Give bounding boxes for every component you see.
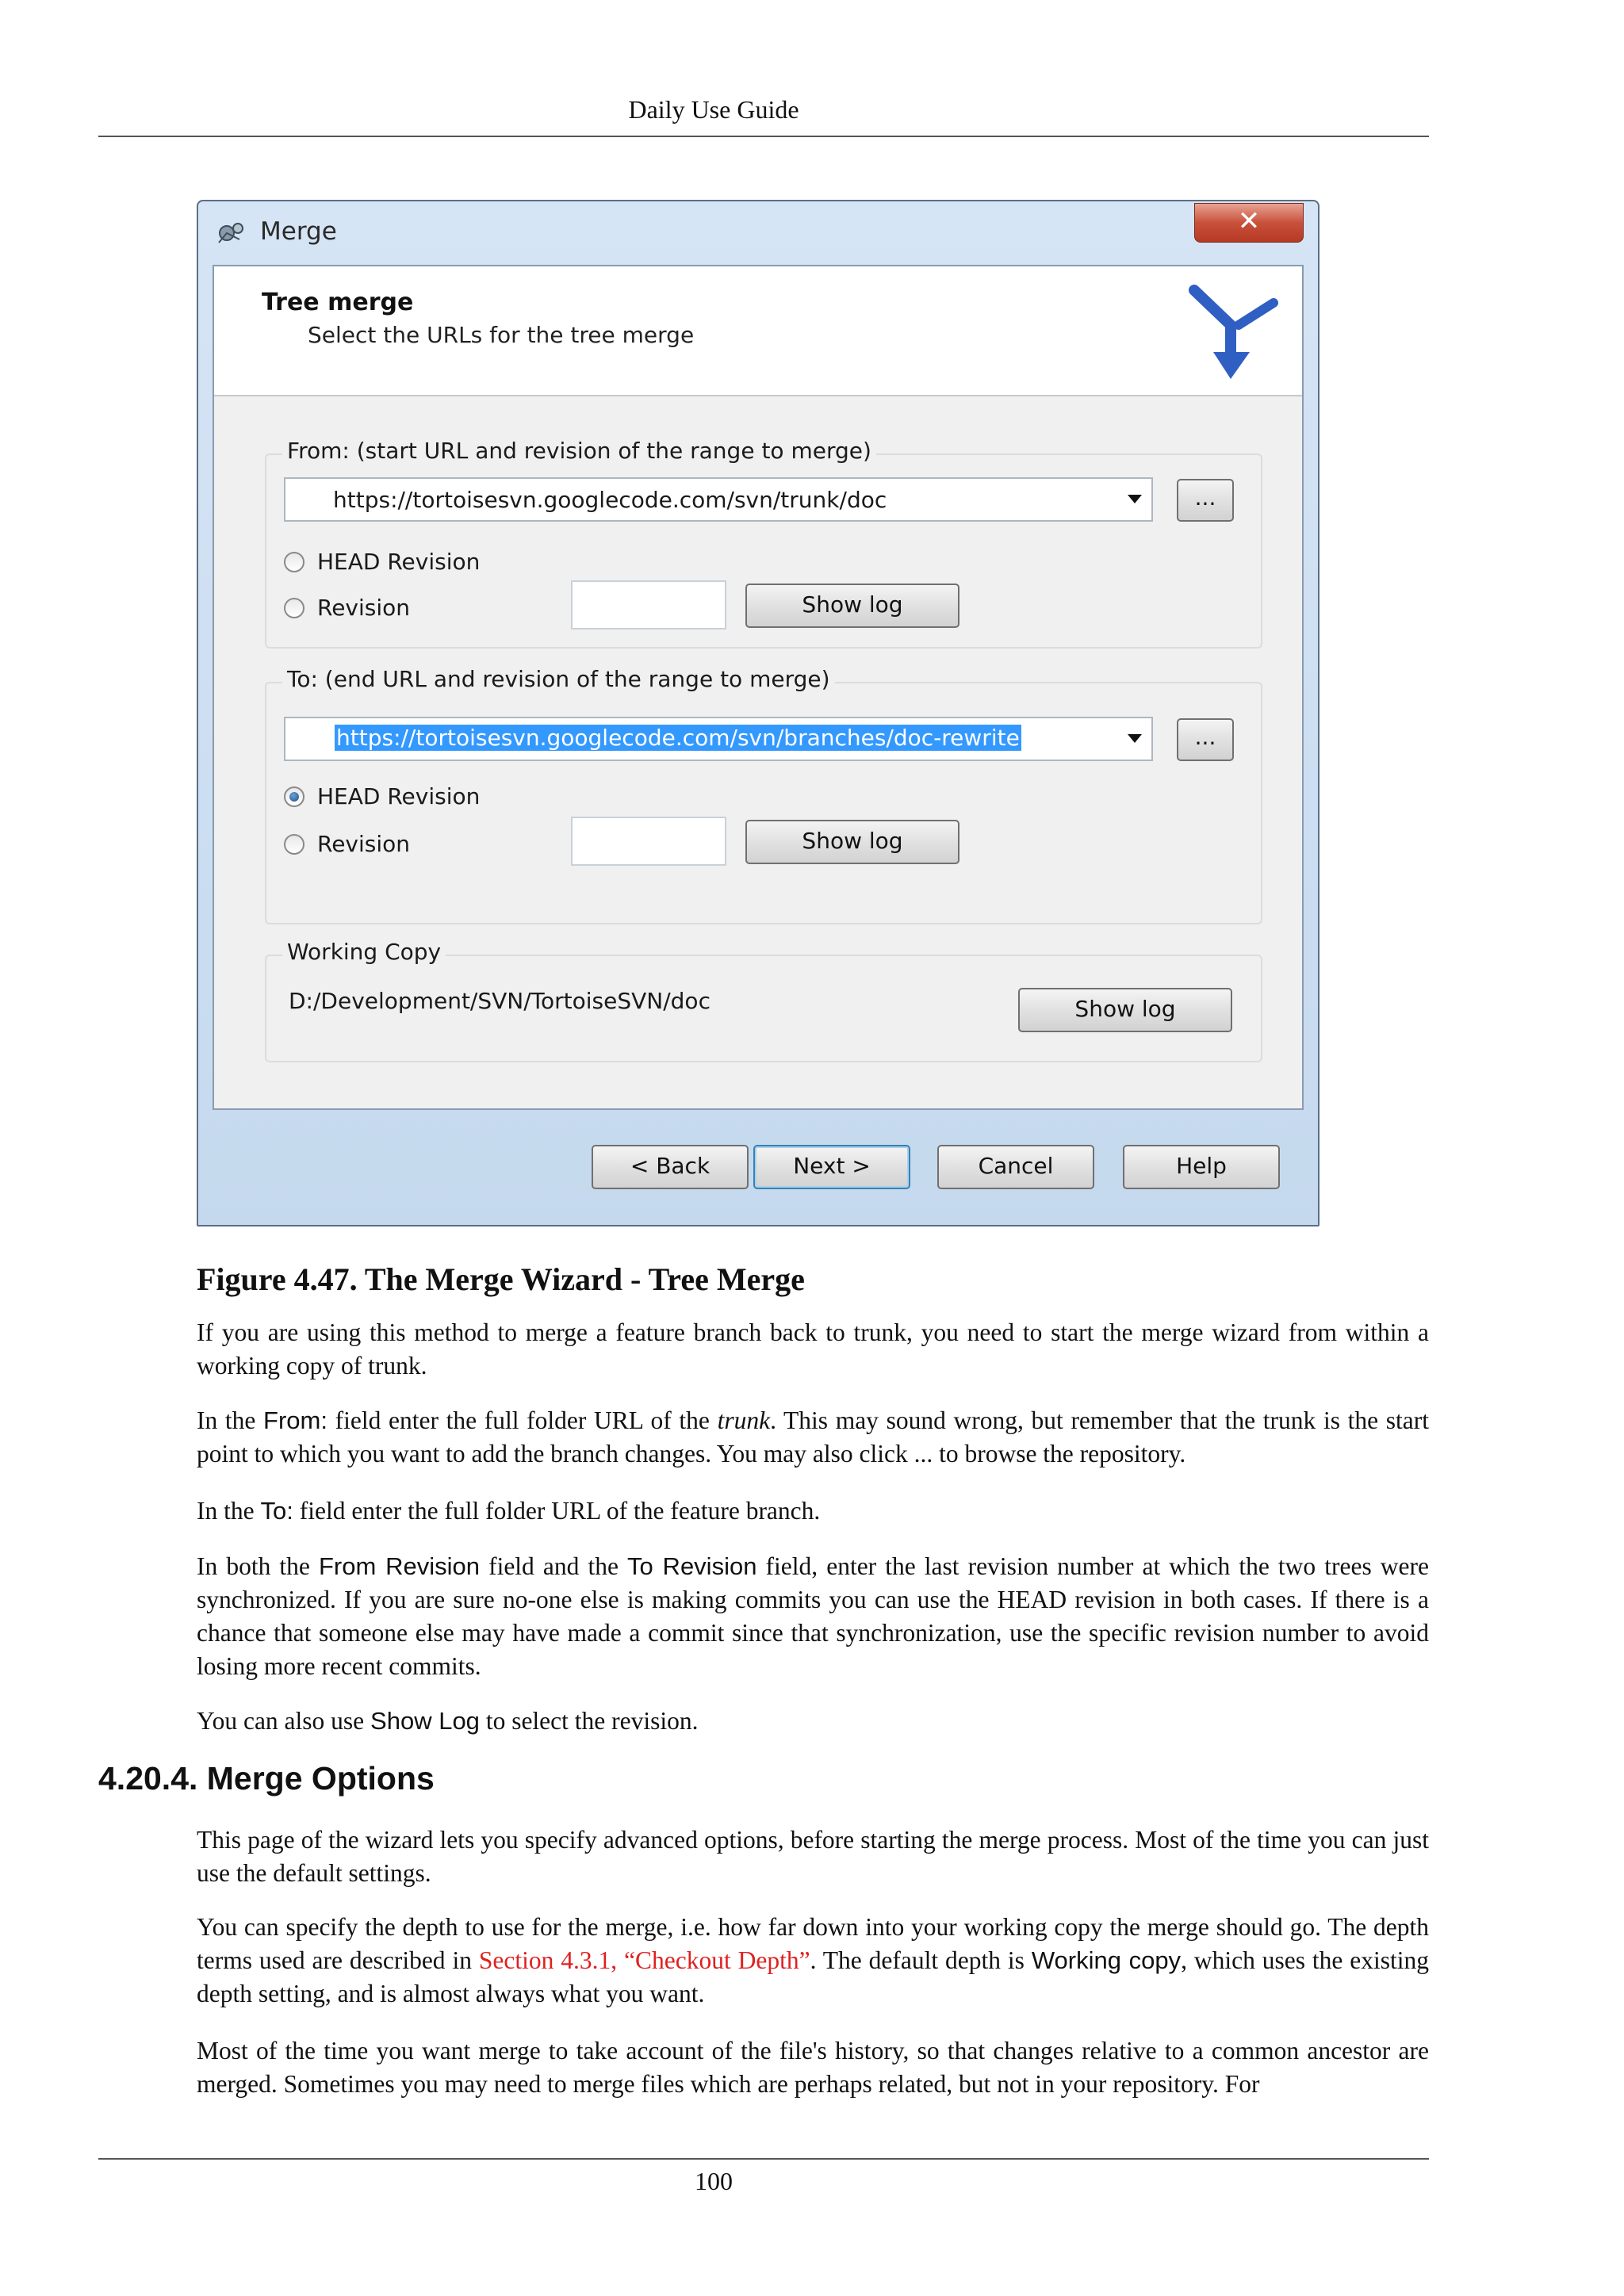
radio-off-icon bbox=[284, 834, 304, 855]
section-heading: 4.20.4. Merge Options bbox=[98, 1760, 435, 1797]
radio-off-icon bbox=[284, 552, 304, 572]
gui-term-to-revision: To Revision bbox=[627, 1552, 757, 1580]
help-button[interactable]: Help bbox=[1123, 1145, 1280, 1189]
tortoisesvn-merge-icon bbox=[216, 216, 247, 247]
text-run: field, enter the last revision number at which the two trees were synchronized. If you are sure no-one else is making commits you can use the HEAD revision in both cases. If there is a chance that someone else may have made a commit since that synchronization, use the specific revision number to avoid losing more recent commits. bbox=[197, 1552, 1429, 1680]
header-rule bbox=[98, 136, 1429, 137]
gui-term-show-log: Show Log bbox=[370, 1707, 480, 1735]
gui-term-from-revision: From Revision bbox=[318, 1552, 480, 1580]
radio-on-icon bbox=[284, 786, 304, 807]
working-copy-label: Working Copy bbox=[282, 939, 446, 965]
close-icon: ✕ bbox=[1237, 205, 1261, 237]
text-run: field enter the full folder URL of the feature branch. bbox=[293, 1497, 821, 1525]
from-url-combobox[interactable] bbox=[284, 477, 1153, 522]
text-run: In the bbox=[197, 1497, 261, 1525]
merge-dialog-screenshot bbox=[197, 200, 1320, 1226]
from-head-revision-label: HEAD Revision bbox=[317, 549, 481, 575]
paragraph-5 bbox=[197, 1705, 1429, 1738]
text-run: In the bbox=[197, 1406, 264, 1434]
page-number: 100 bbox=[695, 2167, 733, 2195]
from-url-value: https://tortoisesvn.googlecode.com/svn/trunk/doc bbox=[333, 487, 887, 513]
next-button[interactable]: Next > bbox=[753, 1145, 910, 1189]
to-browse-button[interactable]: ... bbox=[1177, 718, 1234, 761]
paragraph-8: Most of the time you want merge to take account of the file's history, so that changes relative to a common ancestor are merged. Sometimes you may need to merge files which are perhaps related, but not in your repository. For bbox=[197, 2037, 1429, 2098]
gui-term-to: To: bbox=[260, 1497, 293, 1525]
merge-arrow-icon bbox=[1178, 276, 1289, 387]
working-copy-show-log-button[interactable]: Show log bbox=[1018, 988, 1232, 1032]
radio-off-icon bbox=[284, 598, 304, 618]
text-run: In both the bbox=[197, 1552, 319, 1580]
to-head-revision-label: HEAD Revision bbox=[317, 783, 481, 809]
text-run: , which uses the existing depth setting, and is almost always what you want. bbox=[197, 1946, 1429, 2007]
text-run: You can specify the depth to use for the merge, i.e. how far down into your working copy the merge should go. The depth terms used are described in bbox=[197, 1913, 1429, 1974]
paragraph-4 bbox=[197, 1550, 1429, 1683]
text-run: to select the revision. bbox=[479, 1707, 699, 1735]
from-show-log-button[interactable]: Show log bbox=[745, 584, 959, 628]
from-group-label: From: (start URL and revision of the range to merge) bbox=[282, 438, 876, 464]
to-url-combobox[interactable] bbox=[284, 717, 1153, 761]
working-copy-group bbox=[265, 939, 1262, 1062]
close-button[interactable] bbox=[1194, 203, 1304, 243]
chevron-down-icon[interactable] bbox=[1128, 734, 1142, 743]
cancel-button[interactable]: Cancel bbox=[937, 1145, 1094, 1189]
text-run: You can also use bbox=[197, 1707, 371, 1735]
wizard-header bbox=[214, 266, 1302, 396]
to-group bbox=[265, 666, 1262, 924]
dialog-client-area bbox=[213, 265, 1304, 1110]
text-run: field and the bbox=[480, 1552, 627, 1580]
from-revision-input[interactable] bbox=[571, 580, 726, 629]
text-run: field enter the full folder URL of the bbox=[327, 1406, 718, 1434]
to-url-value: https://tortoisesvn.googlecode.com/svn/branches/doc-rewrite bbox=[336, 725, 1020, 751]
to-revision-label: Revision bbox=[317, 831, 411, 857]
from-group bbox=[265, 438, 1262, 649]
to-revision-input[interactable] bbox=[571, 817, 726, 866]
wizard-title: Tree merge bbox=[262, 289, 414, 316]
window-title: Merge bbox=[260, 217, 337, 246]
gui-term-working-copy: Working copy bbox=[1031, 1946, 1182, 1974]
back-button[interactable]: < Back bbox=[592, 1145, 749, 1189]
from-browse-button[interactable]: ... bbox=[1177, 479, 1234, 522]
text-run: . This may sound wrong, but remember that the trunk is the start point to which you want to add the branch changes. You may also click ... to browse the repository. bbox=[197, 1406, 1429, 1468]
to-show-log-button[interactable]: Show log bbox=[745, 820, 959, 864]
paragraph-6: This page of the wizard lets you specify advanced options, before starting the merge process. Most of the time you can just use the default settings. bbox=[197, 1826, 1429, 1887]
checkout-depth-link[interactable]: Section 4.3.1, “Checkout Depth” bbox=[478, 1946, 810, 1974]
emphasis-trunk: trunk bbox=[717, 1406, 771, 1434]
paragraph-7 bbox=[197, 1911, 1429, 2011]
to-group-label: To: (end URL and revision of the range to merge) bbox=[282, 666, 835, 692]
paragraph-2 bbox=[197, 1404, 1429, 1471]
from-revision-label: Revision bbox=[317, 595, 411, 621]
figure-caption: Figure 4.47. The Merge Wizard - Tree Merge bbox=[197, 1261, 805, 1297]
gui-term-from: From: bbox=[263, 1406, 327, 1434]
page-header-title: Daily Use Guide bbox=[628, 95, 799, 124]
text-run: . The default depth is bbox=[810, 1946, 1032, 1974]
working-copy-path: D:/Development/SVN/TortoiseSVN/doc bbox=[289, 988, 710, 1014]
wizard-subtitle: Select the URLs for the tree merge bbox=[308, 322, 695, 348]
paragraph-1: If you are using this method to merge a feature branch back to trunk, you need to start the merge wizard from within a working copy of trunk. bbox=[197, 1318, 1429, 1380]
paragraph-3 bbox=[197, 1494, 1429, 1528]
footer-rule bbox=[98, 2158, 1429, 2160]
dialog-titlebar bbox=[198, 201, 1318, 263]
chevron-down-icon[interactable] bbox=[1128, 495, 1142, 503]
